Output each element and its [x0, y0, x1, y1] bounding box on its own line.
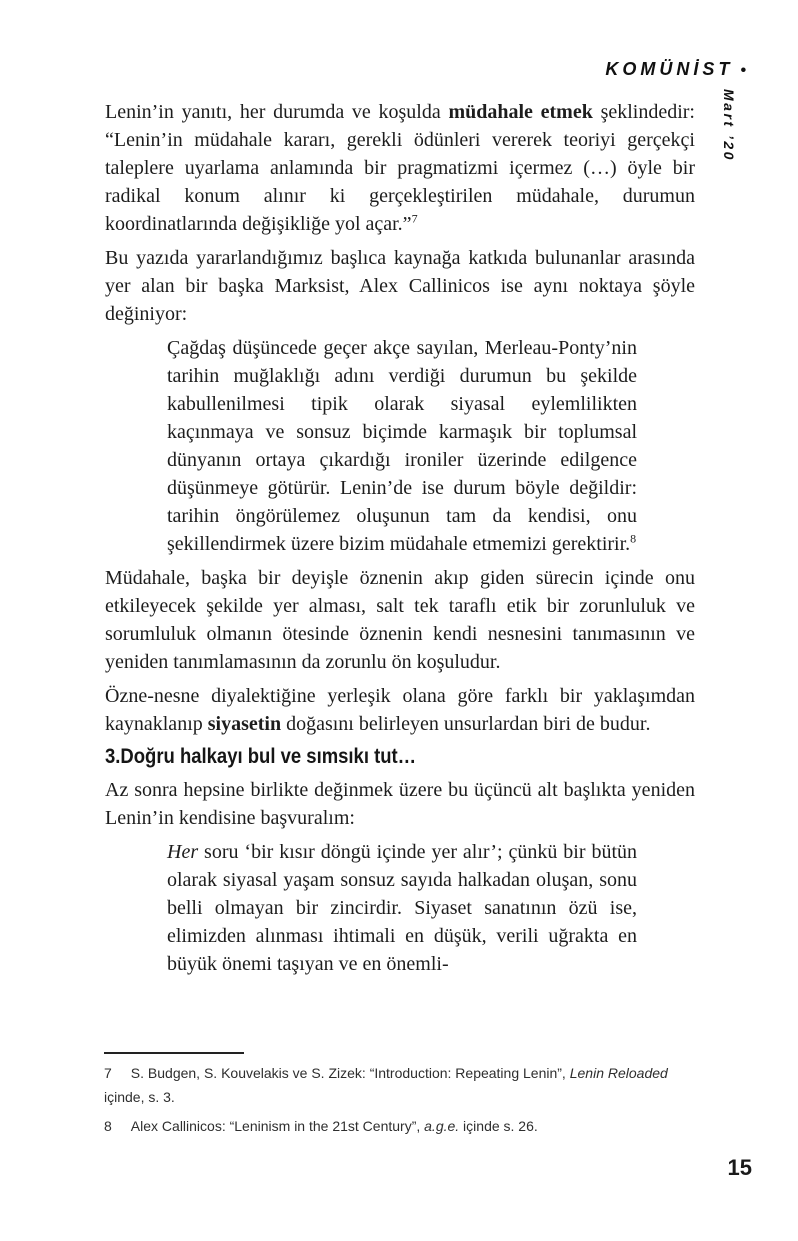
masthead — [605, 59, 746, 80]
bold-text-run: müdahale etmek — [448, 101, 593, 123]
section-heading-3 — [105, 744, 695, 770]
issue-date: Mart ’20 — [721, 89, 737, 162]
blockquote-callinicos — [105, 334, 695, 558]
magazine-title: KOMÜNİST — [605, 59, 734, 79]
blockquote-lenin — [105, 838, 695, 978]
footnote-number: 7 — [104, 1065, 112, 1081]
article-body — [105, 98, 695, 984]
paragraph-5 — [105, 776, 695, 832]
text-run: içinde, s. 3. — [104, 1089, 175, 1105]
text-run: Çağdaş düşüncede geçer akçe sayılan, Merleau-Ponty’nin tarihin muğlaklığı adını verdiği durumun bu şekilde kabullenilmesi tipik olarak siyasal eylemlilikten kaçınmaya ve sonsuz biçimde karmaşık bir toplumsal dünyanın ortaya çıkardığı ironiler üzerinde edilgence düşünmeye götürür. Lenin’de ise durum böyle değildir: tarihin öngörülemez oluşunun tam da kendisi, onu şekillendirmek üzere bizim müdahale etmemizi gerektirir. — [167, 337, 637, 555]
paragraph-3 — [105, 564, 695, 676]
text-run: şeklindedir: “Lenin’in müdahale kararı, gerekli ödünleri vererek teoriyi gerçekçi taleplere uyarlama anlamında bir pragmatizmi içermez (…) öyle bir radikal konum alınır ki gerçekleştirilen müdahale, durumun koordinatlarında değişikliğe yol açar.” — [105, 101, 695, 235]
footnote-8 — [104, 1114, 696, 1138]
text-run: Lenin’in yanıtı, her durumda ve koşulda — [105, 101, 449, 123]
paragraph-1 — [105, 98, 695, 238]
paragraph-2 — [105, 244, 695, 328]
footnote-ref-8: 8 — [630, 531, 637, 546]
footnote-number: 8 — [104, 1118, 112, 1134]
page-number: 15 — [727, 1155, 752, 1180]
paragraph-4 — [105, 682, 695, 738]
text-run: Müdahale, başka bir deyişle öznenin akıp giden sürecin içinde onu etkileyecek şekilde yer alması, salt tek taraflı etik bir zorunluluk ve sorumluluk olmanın ötesinde öznenin kendi nesnesini tanımasının ve yeniden tanımlamasının da zorunlu ön koşuludur. — [105, 567, 695, 673]
text-run: içinde s. 26. — [459, 1118, 538, 1134]
text-run: Az sonra hepsine birlikte değinmek üzere bu üçüncü alt başlıkta yeniden Lenin’in kendisine başvuralım: — [105, 779, 695, 829]
footnote-divider — [104, 1052, 244, 1054]
text-run: S. Budgen, S. Kouvelakis ve S. Zizek: “Introduction: Repeating Lenin”, — [130, 1065, 570, 1081]
text-run: Bu yazıda yararlandığımız başlıca kaynağa katkıda bulunanlar arasında yer alan bir başka Marksist, Alex Callinicos ise aynı noktaya şöyle değiniyor: — [105, 247, 695, 325]
italic-text-run: Lenin Reloaded — [569, 1065, 668, 1081]
italic-text-run: Her — [167, 841, 199, 863]
footnote-7 — [104, 1061, 696, 1109]
italic-text-run: a.g.e. — [424, 1118, 460, 1134]
masthead-bullet-icon: • — [740, 62, 746, 79]
text-run: Alex Callinicos: “Leninism in the 21st Century”, — [130, 1118, 425, 1134]
text-run: soru ‘bir kısır döngü içinde yer alır’; çünkü bir bütün olarak siyasal yaşam sonsuz sayıda halkadan oluşan, sonu belli olmayan bir zincirdir. Siyaset sanatının özü ise, elimizden alınması ihtimali en düşük, verili uğrakta en büyük önemi taşıyan ve en önemli- — [167, 841, 637, 975]
footnote-block — [104, 1052, 696, 1143]
footnote-ref-7: 7 — [411, 211, 418, 226]
text-run: doğasını belirleyen unsurlardan biri de budur. — [281, 713, 651, 735]
bold-text-run: siyasetin — [207, 713, 282, 735]
text-run: Özne-nesne diyalektiğine yerleşik olana göre farklı bir yaklaşımdan kaynaklanıp — [105, 685, 695, 735]
section-heading-text: 3.Doğru halkayı bul ve sımsıkı tut… — [105, 745, 417, 768]
